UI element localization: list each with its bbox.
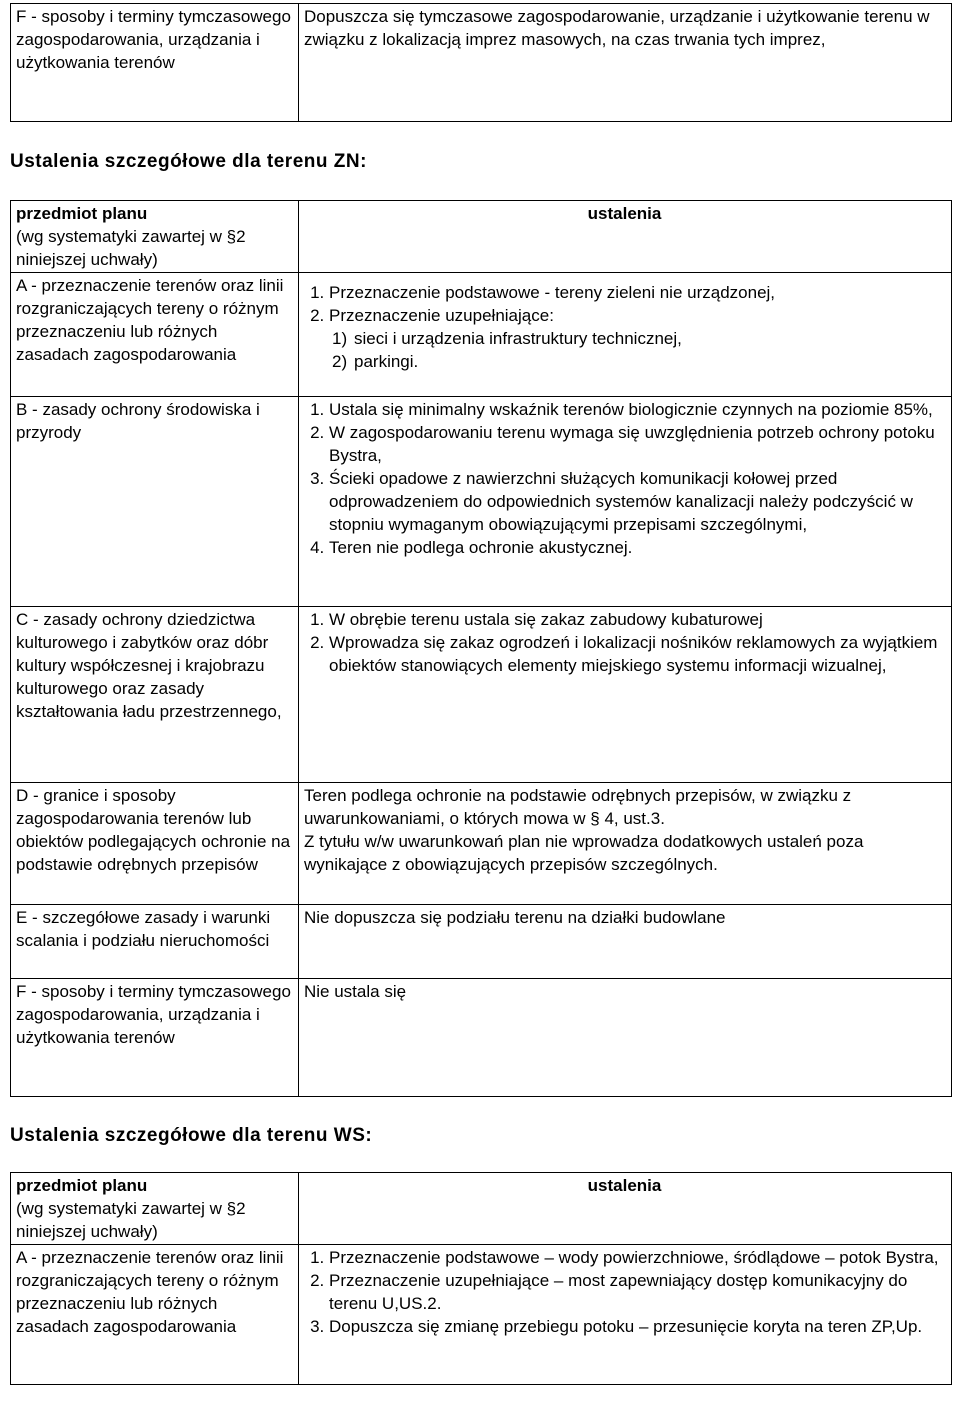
row-a-label: A - przeznaczenie terenów oraz linii rozgraniczających tereny o różnym przeznaczeniu lub różnych zasadach zagospodarowania: [11, 1245, 299, 1385]
table-row: [11, 397, 952, 607]
table-row: [11, 979, 952, 1097]
row-f-value: Nie ustala się: [299, 979, 952, 1097]
list-item: 2. W zagospodarowaniu terenu wymaga się uwzględnienia potrzeb ochrony potoku Bystra,: [329, 421, 945, 467]
header-subject-title: przedmiot planu: [16, 204, 148, 223]
top-table: [10, 3, 952, 122]
row-f-label: F - sposoby i terminy tymczasowego zagospodarowania, urządzania i użytkowania terenów: [11, 979, 299, 1097]
header-provisions: ustalenia: [299, 201, 952, 273]
row-f-label: F - sposoby i terminy tymczasowego zagospodarowania, urządzania i użytkowania terenów: [11, 4, 299, 122]
header-subject-sub: (wg systematyki zawartej w §2 niniejszej uchwały): [16, 1199, 246, 1241]
table-row: [11, 1245, 952, 1385]
row-e-label: E - szczegółowe zasady i warunki scalania i podziału nieruchomości: [11, 905, 299, 979]
ws-table: [10, 1172, 952, 1385]
list-item: 3. Ścieki opadowe z nawierzchni służących komunikacji kołowej przed odprowadzeniem do odpowiednich systemów kanalizacji należy podczyścić w stopniu wymaganym obowiązującymi przepisami szczególnymi,: [329, 467, 945, 536]
list-item: 1. Przeznaczenie podstawowe - tereny zieleni nie urządzonej,: [329, 281, 945, 304]
list-item: 2. Wprowadza się zakaz ogrodzeń i lokalizacji nośników reklamowych za wyjątkiem obiektów stanowiących elementy miejskiego systemu informacji wizualnej,: [329, 631, 945, 677]
header-subject-title: przedmiot planu: [16, 1176, 148, 1195]
ws-heading: Ustalenia szczegółowe dla terenu WS:: [10, 1125, 373, 1146]
row-b-value: [299, 397, 952, 607]
list-item: 1. W obrębie terenu ustala się zakaz zabudowy kubaturowej: [329, 608, 945, 631]
row-b-label: B - zasady ochrony środowiska i przyrody: [11, 397, 299, 607]
row-d-paragraph: Teren podlega ochronie na podstawie odrębnych przepisów, w związku z uwarunkowaniami, o których mowa w § 4, ust.3.: [304, 786, 852, 828]
list-item-text: Przeznaczenie uzupełniające:: [329, 306, 554, 325]
sub-list-item: sieci i urządzenia infrastruktury technicznej,: [354, 329, 682, 348]
list-item: [329, 304, 945, 373]
row-d-paragraph: Z tytułu w/w uwarunkowań plan nie wprowadza dodatkowych ustaleń poza wynikające z obowiązujących przepisów szczególnych.: [304, 832, 864, 874]
header-subject: [11, 1173, 299, 1245]
row-d-value: [299, 783, 952, 905]
sub-list-item: parkingi.: [354, 352, 419, 371]
zn-table: [10, 200, 952, 1097]
table-row: [11, 905, 952, 979]
list-item: 1. Ustala się minimalny wskaźnik terenów biologicznie czynnych na poziomie 85%,: [329, 398, 945, 421]
row-c-label: C - zasady ochrony dziedzictwa kulturowego i zabytków oraz dóbr kultury współczesnej i krajobrazu kulturowego oraz zasady kształtowania ładu przestrzennego,: [11, 607, 299, 783]
row-e-value: Nie dopuszcza się podziału terenu na działki budowlane: [299, 905, 952, 979]
row-a-value: [299, 1245, 952, 1385]
table-row: [11, 201, 952, 273]
table-row: [11, 1173, 952, 1245]
row-d-label: D - granice i sposoby zagospodarowania terenów lub obiektów podlegających ochronie na podstawie odrębnych przepisów: [11, 783, 299, 905]
table-row: [11, 607, 952, 783]
zn-heading: Ustalenia szczegółowe dla terenu ZN:: [10, 151, 367, 172]
list-item: 2. Przeznaczenie uzupełniające – most zapewniający dostęp komunikacyjny do terenu U,US.2.: [329, 1269, 945, 1315]
row-a-value: [299, 273, 952, 397]
header-provisions: ustalenia: [299, 1173, 952, 1245]
list-item: 1. Przeznaczenie podstawowe – wody powierzchniowe, śródlądowe – potok Bystra,: [329, 1246, 945, 1269]
row-f-value: Dopuszcza się tymczasowe zagospodarowanie, urządzanie i użytkowanie terenu w związku z lokalizacją imprez masowych, na czas trwania tych imprez,: [299, 4, 952, 122]
row-c-value: [299, 607, 952, 783]
header-subject: [11, 201, 299, 273]
table-row: [11, 273, 952, 397]
list-item: 3. Dopuszcza się zmianę przebiegu potoku – przesunięcie koryta na teren ZP,Up.: [329, 1315, 945, 1338]
header-subject-sub: (wg systematyki zawartej w §2 niniejszej uchwały): [16, 227, 246, 269]
row-a-label: A - przeznaczenie terenów oraz linii rozgraniczających tereny o różnym przeznaczeniu lub różnych zasadach zagospodarowania: [11, 273, 299, 397]
list-item: 4. Teren nie podlega ochronie akustycznej.: [329, 536, 945, 559]
table-row: [11, 4, 952, 122]
table-row: [11, 783, 952, 905]
